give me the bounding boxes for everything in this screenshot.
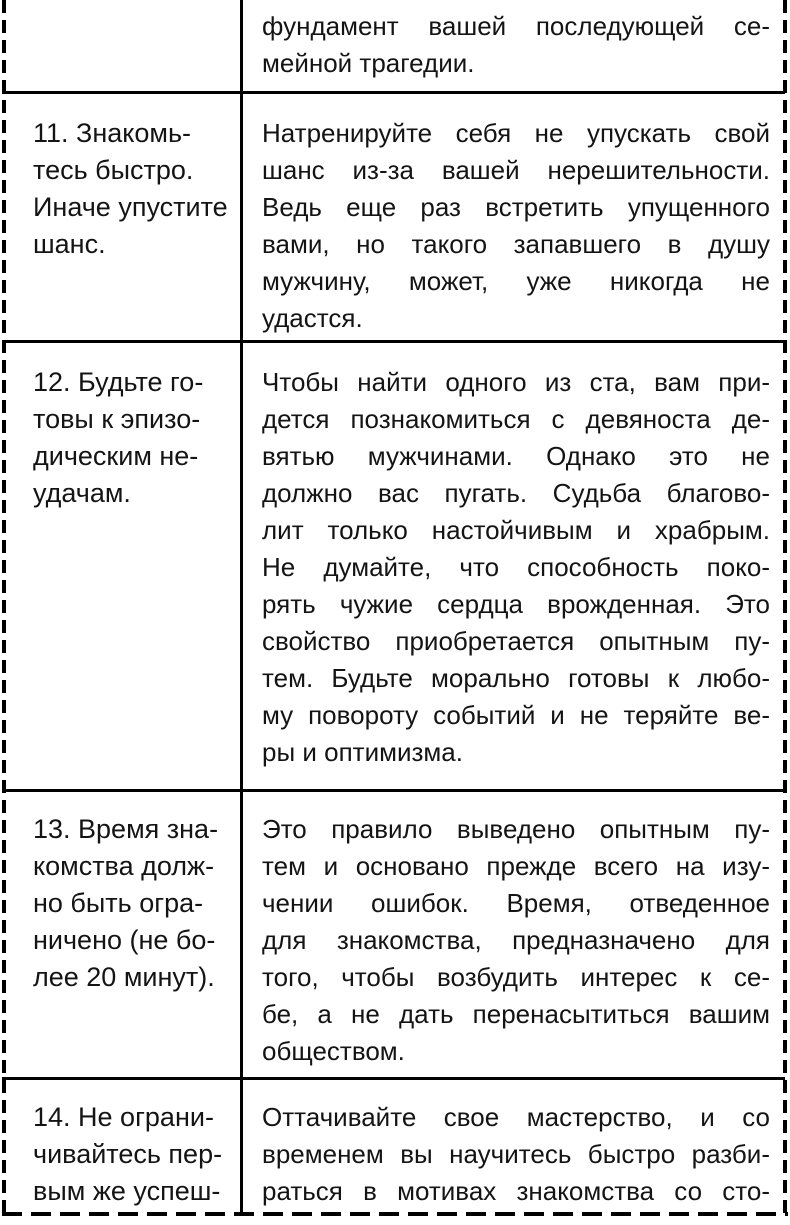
text-line: 12. Будьте го- <box>33 367 204 397</box>
text-line: дическим не- <box>33 441 199 471</box>
text-line: 13. Время зна- <box>33 814 219 844</box>
table-row-separator <box>2 789 785 792</box>
explanation-cell <box>262 1099 770 1210</box>
rule-number-cell <box>33 811 235 996</box>
text-line: тесь быстро. <box>33 155 194 185</box>
page-left-dashed-border <box>2 0 6 1216</box>
text-line: бе, а не дать перенасытиться вашим <box>262 999 770 1029</box>
text-line: Это правило выведено опытным пу- <box>262 814 770 844</box>
text-line: товы к эпизо- <box>33 404 201 434</box>
text-line: 14. Не ограни- <box>33 1102 214 1132</box>
text-line: удастся. <box>262 303 363 333</box>
text-line: Оттачивайте свое мастерство, и со <box>262 1102 770 1132</box>
text-line: тем. Будьте морально готовы к любо- <box>262 663 770 693</box>
table-row-separator <box>2 1077 785 1080</box>
text-line: вятью мужчинами. Однако это не <box>262 441 770 471</box>
text-line: шанс из-за вашей нерешительности. <box>262 155 770 185</box>
text-line: му повороту событий и не теряйте ве- <box>262 700 770 730</box>
text-line: обществом. <box>262 1036 405 1066</box>
text-line: ры и оптимизма. <box>262 737 463 767</box>
rule-number-cell <box>33 115 235 263</box>
text-line: должно вас пугать. Судьба благово- <box>262 478 770 508</box>
text-line: Чтобы найти одного из ста, вам при- <box>262 367 770 397</box>
text-line: Не думайте, что способность поко- <box>262 552 770 582</box>
explanation-cell <box>262 811 770 1070</box>
text-line: Иначе упустите <box>33 192 228 222</box>
page-right-dashed-border <box>783 0 787 1216</box>
text-line: комства долж- <box>33 851 215 881</box>
text-line: лит только настойчивым и храбрым. <box>262 515 770 545</box>
text-line: 11. Знакомь- <box>33 118 192 148</box>
text-line: мужчину, может, уже никогда не <box>262 266 770 296</box>
text-line: Натренируйте себя не упускать свой <box>262 118 770 148</box>
text-line: вами, но такого запавшего в душу <box>262 229 770 259</box>
rule-number-cell <box>33 1099 235 1210</box>
text-line: того, чтобы возбудить интерес к се- <box>262 962 770 992</box>
table-row-separator <box>2 340 785 343</box>
explanation-cell <box>262 8 770 82</box>
text-line: ничено (не бо- <box>33 925 216 955</box>
text-line: свойство приобретается опытным пу- <box>262 626 770 656</box>
text-line: раться в мотивах знакомства со сто- <box>262 1176 770 1206</box>
text-line: тем и основано прежде всего на изу- <box>262 851 770 881</box>
text-line: чении ошибок. Время, отведенное <box>262 888 770 918</box>
text-line: чивайтесь пер- <box>33 1139 223 1169</box>
page-bottom-dashed-border <box>2 1212 788 1216</box>
text-line: но быть огра- <box>33 888 204 918</box>
table-column-divider <box>240 0 243 1216</box>
table-row-separator <box>2 91 785 94</box>
text-line: рять чужие сердца врожденная. Это <box>262 589 770 619</box>
text-line: Ведь еще раз встретить упущенного <box>262 192 770 222</box>
rule-number-cell <box>33 364 235 512</box>
text-line: шанс. <box>33 229 106 259</box>
text-line: вым же успеш- <box>33 1176 221 1206</box>
text-line: лее 20 минут). <box>33 962 215 992</box>
text-line: фундамент вашей последующей се- <box>262 11 770 41</box>
explanation-cell <box>262 115 770 337</box>
text-line: мейной трагедии. <box>262 48 475 78</box>
text-line: временем вы научитесь быстро разби- <box>262 1139 770 1169</box>
explanation-cell <box>262 364 770 771</box>
text-line: для знакомства, предназначено для <box>262 925 770 955</box>
text-line: удачам. <box>33 478 131 508</box>
text-line: дется познакомиться с девяноста де- <box>262 404 770 434</box>
